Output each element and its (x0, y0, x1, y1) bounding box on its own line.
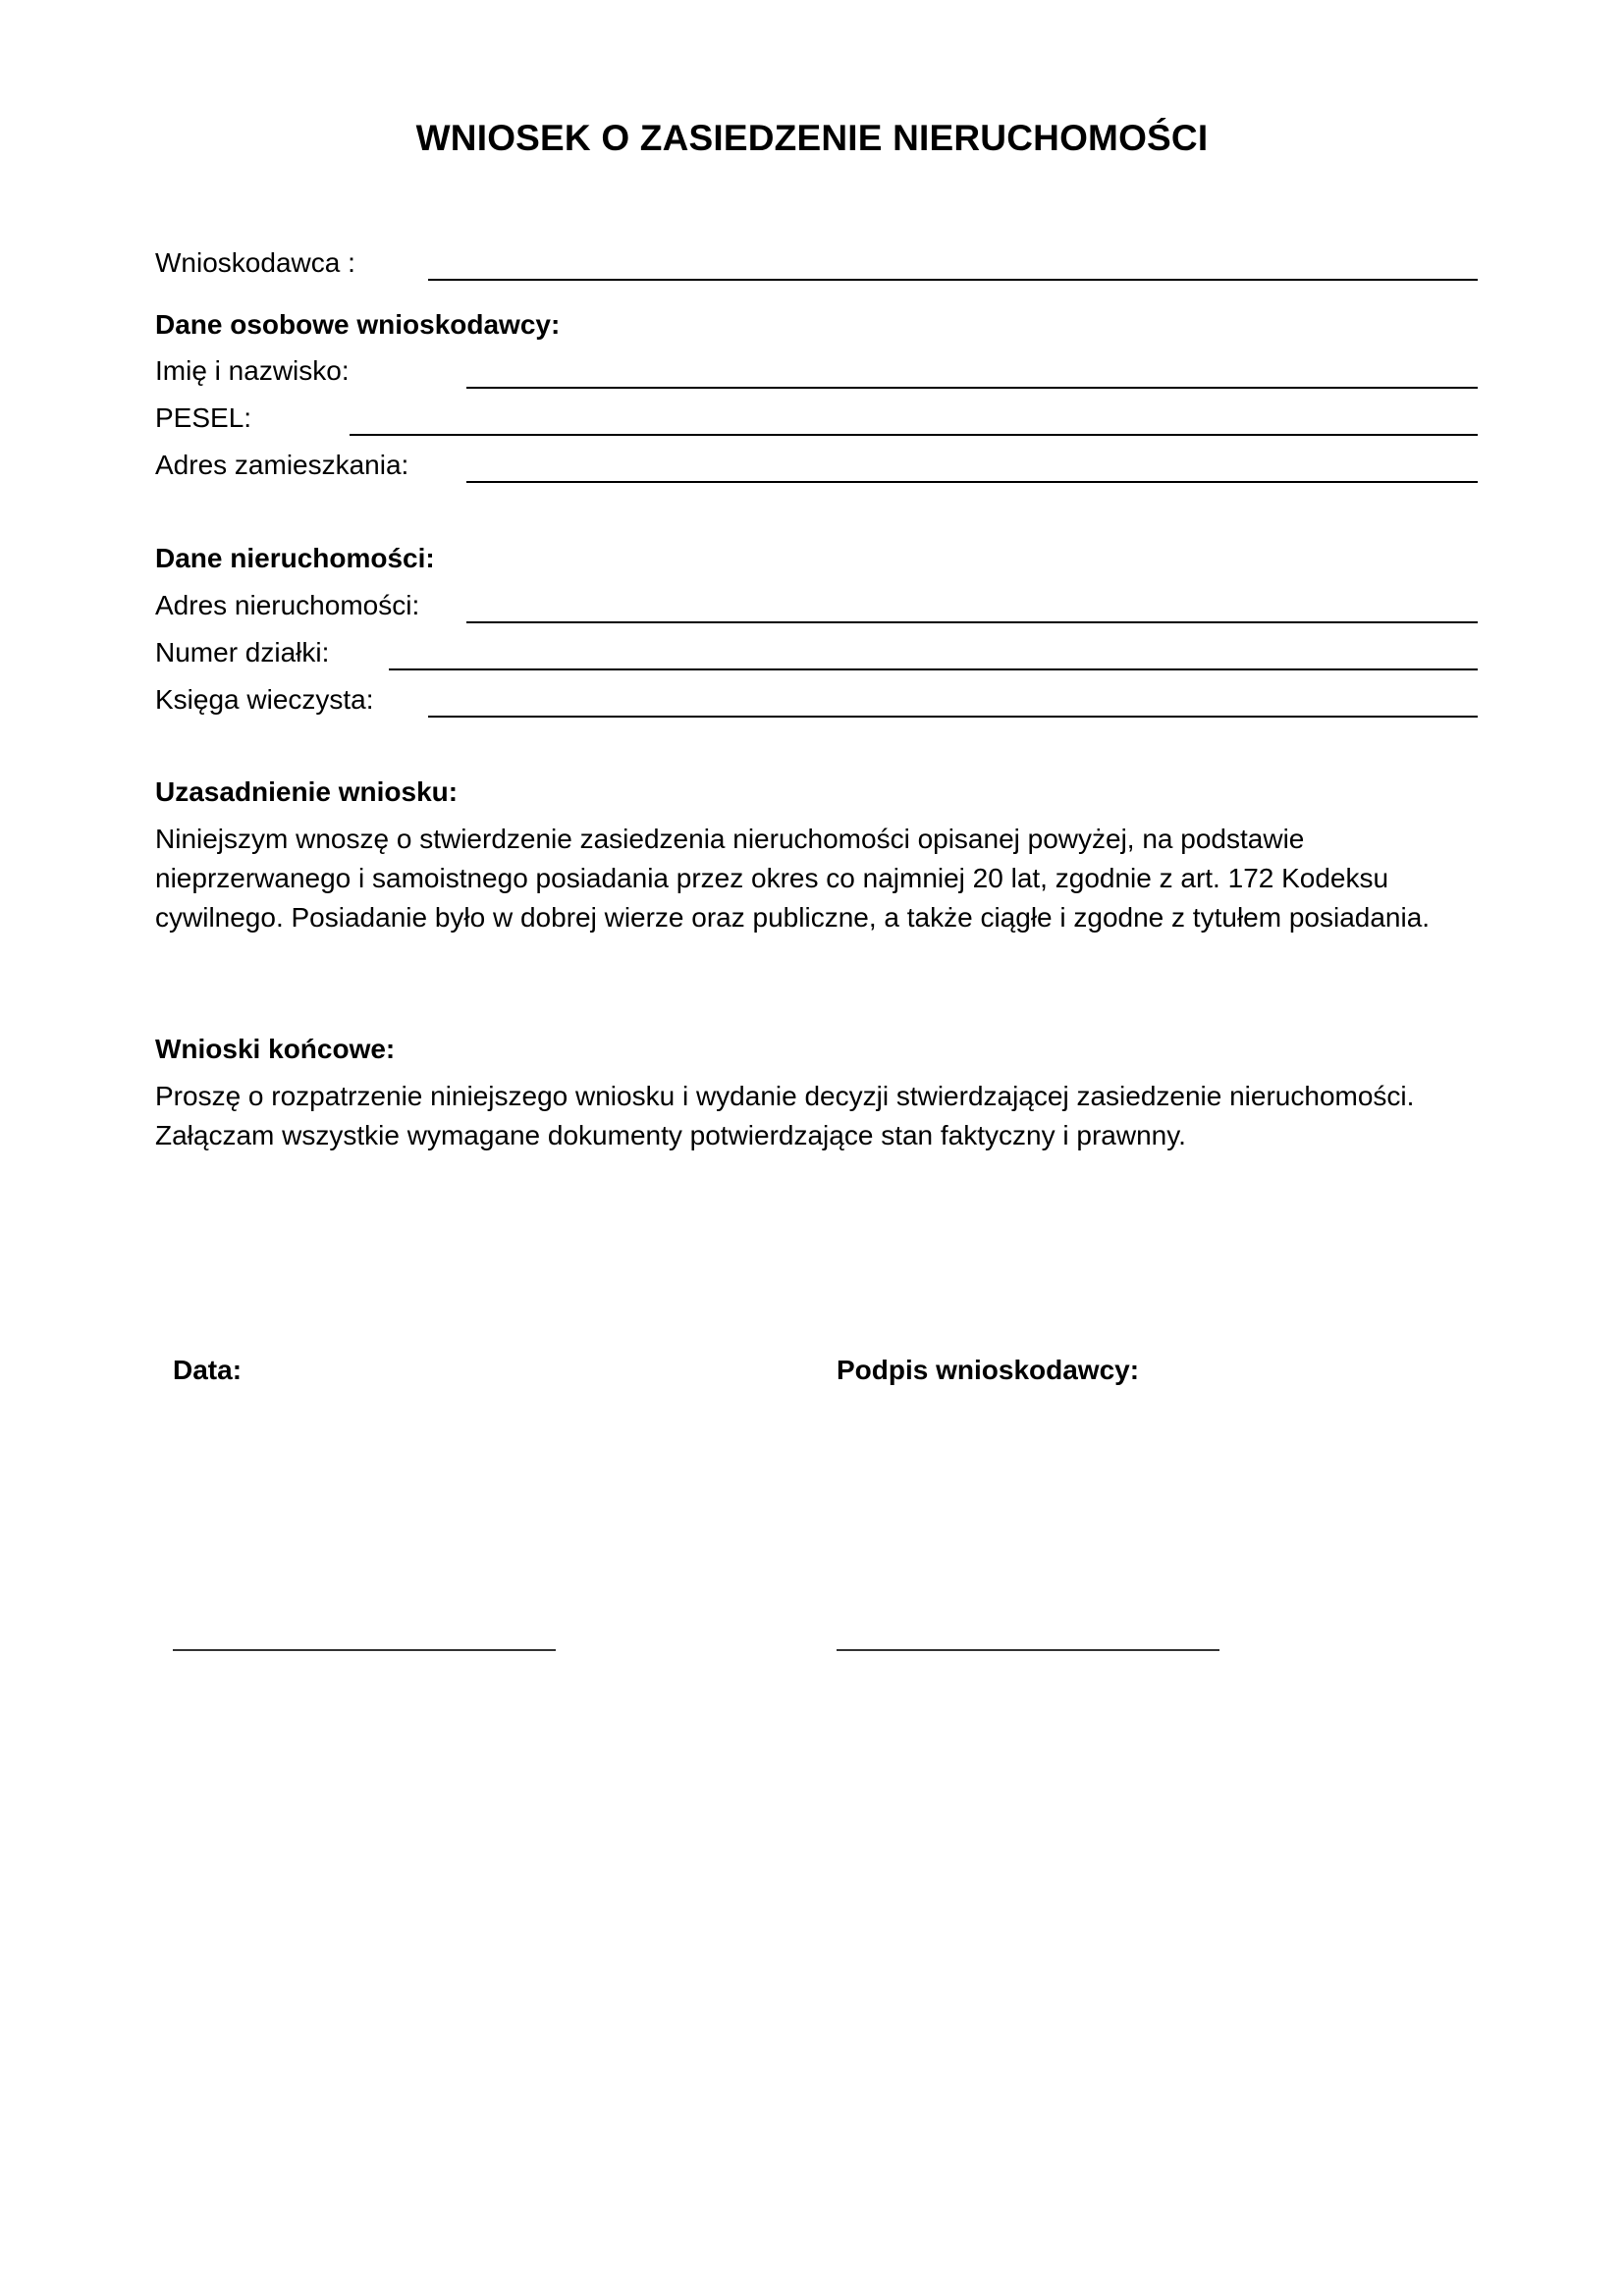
full-name-label: Imię i nazwisko: (155, 355, 350, 386)
final-requests-heading: Wnioski końcowe: (155, 1034, 396, 1064)
justification-line: Niniejszym wnoszę o stwierdzenie zasiedzenia nieruchomości opisanej powyżej, na podstawie (155, 824, 1305, 854)
applicant-input-line[interactable] (428, 279, 1478, 281)
applicant-label: Wnioskodawca : (155, 247, 355, 278)
pesel-label: PESEL: (155, 402, 252, 433)
plot-number-field (155, 633, 1478, 672)
justification-line: nieprzerwanego i samoistnego posiadania przez okres co najmniej 20 lat, zgodnie z art. 172 Kodeksu (155, 863, 1389, 893)
land-register-label: Księga wieczysta: (155, 684, 374, 715)
final-requests-line: Proszę o rozpatrzenie niniejszego wniosku i wydanie decyzji stwierdzającej zasiedzenie nieruchomości. (155, 1081, 1415, 1111)
property-address-label: Adres nieruchomości: (155, 590, 420, 620)
plot-number-input-line[interactable] (389, 668, 1478, 670)
pesel-input-line[interactable] (350, 434, 1478, 436)
applicant-signature-line[interactable] (837, 1649, 1219, 1651)
plot-number-label: Numer działki: (155, 637, 330, 667)
justification-paragraph (155, 820, 1490, 937)
date-signature-line[interactable] (173, 1649, 556, 1651)
date-label: Data: (173, 1355, 243, 1385)
justification-line: cywilnego. Posiadanie było w dobrej wierze oraz publiczne, a także ciągłe i zgodne z tytułem posiadania. (155, 902, 1431, 933)
property-address-field (155, 586, 1478, 625)
justification-heading: Uzasadnienie wniosku: (155, 776, 459, 807)
home-address-field (155, 446, 1478, 485)
property-address-input-line[interactable] (466, 621, 1478, 623)
land-register-input-line[interactable] (428, 716, 1478, 718)
personal-data-heading: Dane osobowe wnioskodawcy: (155, 309, 561, 340)
property-data-heading: Dane nieruchomości: (155, 543, 435, 573)
home-address-label: Adres zamieszkania: (155, 450, 409, 480)
final-requests-paragraph (155, 1077, 1490, 1155)
full-name-input-line[interactable] (466, 387, 1478, 389)
land-register-field (155, 680, 1478, 720)
pesel-field (155, 399, 1478, 438)
signature-label: Podpis wnioskodawcy: (837, 1355, 1140, 1385)
applicant-field (155, 243, 1478, 283)
full-name-field (155, 351, 1478, 391)
document-title: WNIOSEK O ZASIEDZENIE NIERUCHOMOŚCI (415, 118, 1209, 158)
home-address-input-line[interactable] (466, 481, 1478, 483)
final-requests-line: Załączam wszystkie wymagane dokumenty potwierdzające stan faktyczny i prawnny. (155, 1120, 1186, 1150)
